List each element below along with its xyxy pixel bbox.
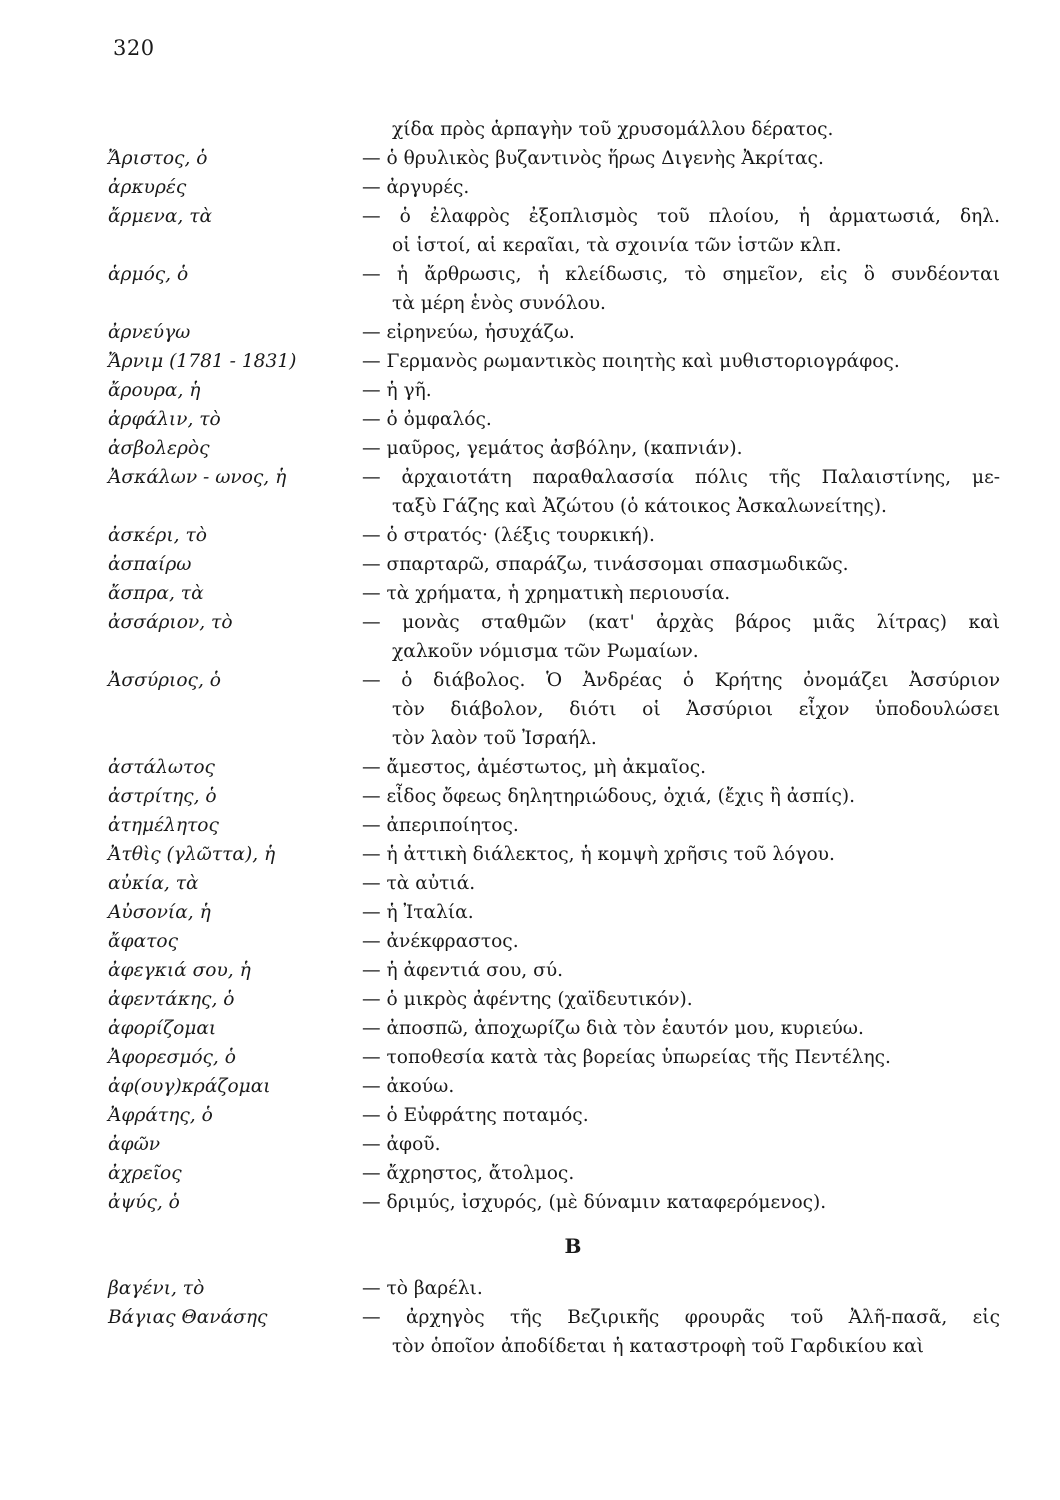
glossary-section-b	[108, 1274, 1008, 1361]
glossary-entry	[108, 811, 1008, 840]
entry-term: ἀψύς, ὁ	[108, 1192, 180, 1213]
definition-line: — ὁ ἐλαφρὸς ἐξοπλισμὸς τοῦ πλοίου, ἡ ἀρματωσιά, δηλ.	[362, 206, 1000, 227]
entry-term: Αὐσονία, ἡ	[108, 902, 211, 923]
definition-line: — ἀφοῦ.	[362, 1134, 441, 1155]
glossary-entry	[108, 376, 1008, 405]
definition-line: τὸν λαὸν τοῦ Ἰσραήλ.	[392, 728, 597, 749]
entry-definition	[362, 550, 1008, 579]
definition-line: — ἀκούω.	[362, 1076, 455, 1097]
entry-term: ἀστάλωτος	[108, 757, 215, 778]
definition-line: οἱ ἱστοί, αἱ κεραῖαι, τὰ σχοινία τῶν ἱστῶν κλπ.	[392, 235, 842, 256]
entry-term: ἀστρίτης, ὁ	[108, 786, 217, 807]
definition-line: — εἶδος ὄφεως δηλητηριώδους, ὀχιά, (ἔχις ἢ ἀσπίς).	[362, 786, 856, 807]
entry-term: ἀχρεῖος	[108, 1163, 182, 1184]
section-letter: B	[564, 1234, 582, 1258]
entry-term: ἀσπαίρω	[108, 554, 192, 575]
entry-term: Ἄριστος, ὁ	[108, 148, 208, 169]
entry-term: ἀρνεύγω	[108, 322, 191, 343]
definition-line: — ἀρχηγὸς τῆς Βεζιρικῆς φρουρᾶς τοῦ Ἀλῆ-πασᾶ, εἰς	[362, 1307, 1000, 1328]
definition-line: — εἰρηνεύω, ἡσυχάζω.	[362, 322, 575, 343]
glossary-entry	[108, 782, 1008, 811]
entry-term: ἀφῶν	[108, 1134, 161, 1155]
entry-term: ἀσσάριον, τὸ	[108, 612, 233, 633]
entry-definition	[362, 811, 1008, 840]
entry-definition	[362, 927, 1008, 956]
entry-definition	[362, 434, 1008, 463]
definition-line: — ὁ διάβολος. Ὁ Ἀνδρέας ὁ Κρήτης ὀνομάζει Ἀσσύριον	[362, 670, 1000, 691]
entry-definition	[362, 347, 1008, 376]
glossary-entry	[108, 1072, 1008, 1101]
glossary-entry	[108, 608, 1008, 666]
definition-line: τὸν ὁποῖον ἀποδίδεται ἡ καταστροφὴ τοῦ Γαρδικίου καὶ	[392, 1336, 924, 1357]
definition-line: — ἀργυρές.	[362, 177, 470, 198]
glossary-entry	[108, 1014, 1008, 1043]
definition-line: — ἡ ἀφεντιά σου, σύ.	[362, 960, 564, 981]
definition-line: χίδα πρὸς ἁρπαγὴν τοῦ χρυσομάλλου δέρατος.	[392, 119, 834, 140]
entry-definition	[362, 1072, 1008, 1101]
entry-term: Ἀσσύριος, ὁ	[108, 670, 221, 691]
entry-term: ἀσβολερὸς	[108, 438, 210, 459]
definition-line: — τὰ χρήματα, ἡ χρηματικὴ περιουσία.	[362, 583, 731, 604]
glossary-entry	[108, 1303, 1008, 1361]
entry-term: ἀρφάλιν, τὸ	[108, 409, 221, 430]
entry-definition	[362, 608, 1008, 666]
glossary-entry	[108, 434, 1008, 463]
glossary	[108, 115, 1008, 1361]
entry-term: ἀφορίζομαι	[108, 1018, 217, 1039]
entry-definition	[362, 898, 1008, 927]
definition-line: — μονὰς σταθμῶν (κατ' ἀρχὰς βάρος μιᾶς λίτρας) καὶ	[362, 612, 1000, 633]
entry-term: Ἀφορεσμός, ὁ	[108, 1047, 236, 1068]
entry-definition	[362, 202, 1008, 260]
entry-term: ἀφ(ουγ)κράζομαι	[108, 1076, 271, 1097]
glossary-entry	[108, 753, 1008, 782]
entry-term: ἄρουρα, ἡ	[108, 380, 201, 401]
entry-definition	[362, 840, 1008, 869]
definition-line: ταξὺ Γάζης καὶ Ἀζώτου (ὁ κάτοικος Ἀσκαλωνείτης).	[392, 496, 887, 517]
entry-definition	[362, 463, 1008, 521]
glossary-entry	[108, 550, 1008, 579]
glossary-entry	[108, 1274, 1008, 1303]
definition-line: — ἄμεστος, ἀμέστωτος, μὴ ἀκμαῖος.	[362, 757, 707, 778]
glossary-entry	[108, 869, 1008, 898]
entry-definition	[362, 1188, 1008, 1217]
definition-line: — ἡ ἄρθρωσις, ἡ κλείδωσις, τὸ σημεῖον, εἰς ὃ συνδέονται	[362, 264, 1000, 285]
entry-definition	[362, 144, 1008, 173]
glossary-entry	[108, 173, 1008, 202]
glossary-entry	[108, 898, 1008, 927]
definition-line: — Γερμανὸς ρωμαντικὸς ποιητὴς καὶ μυθιστοριογράφος.	[362, 351, 900, 372]
glossary-entry	[108, 579, 1008, 608]
glossary-entry	[108, 1130, 1008, 1159]
glossary-entry	[108, 1188, 1008, 1217]
entry-definition	[362, 405, 1008, 434]
entry-term: ἄρμενα, τὰ	[108, 206, 213, 227]
glossary-entry	[108, 144, 1008, 173]
entry-definition	[362, 1274, 1008, 1303]
definition-line: τὸν διάβολον, διότι οἱ Ἀσσύριοι εἶχον ὑποδουλώσει	[392, 699, 1000, 720]
entry-definition	[362, 579, 1008, 608]
entry-term: ἀφεντάκης, ὁ	[108, 989, 235, 1010]
glossary-entry	[108, 1043, 1008, 1072]
entry-term: Βάγιας Θανάσης	[108, 1307, 268, 1328]
definition-line: — ἀνέκφραστος.	[362, 931, 519, 952]
definition-line: — ὁ μικρὸς ἀφέντης (χαϊδευτικόν).	[362, 989, 693, 1010]
definition-line: — τὸ βαρέλι.	[362, 1278, 483, 1299]
definition-line: — ὁ ὀμφαλός.	[362, 409, 492, 430]
entry-definition	[362, 115, 1008, 144]
definition-line: — μαῦρος, γεμάτος ἀσβόλην, (καπνιάν).	[362, 438, 743, 459]
definition-line: — ὁ στρατός· (λέξις τουρκική).	[362, 525, 655, 546]
entry-definition	[362, 173, 1008, 202]
entry-term: Ἀφράτης, ὁ	[108, 1105, 213, 1126]
entry-definition	[362, 753, 1008, 782]
glossary-entry	[108, 1159, 1008, 1188]
definition-line: — ἀπεριποίητος.	[362, 815, 519, 836]
glossary-entry	[108, 318, 1008, 347]
glossary-entry	[108, 956, 1008, 985]
entry-definition	[362, 376, 1008, 405]
entry-term: Ἀσκάλων - ωνος, ἡ	[108, 467, 287, 488]
definition-line: — ἡ ἀττικὴ διάλεκτος, ἡ κομψὴ χρῆσις τοῦ λόγου.	[362, 844, 835, 865]
definition-line: — τοποθεσία κατὰ τὰς βορείας ὑπωρείας τῆς Πεντέλης.	[362, 1047, 891, 1068]
entry-definition	[362, 1130, 1008, 1159]
entry-term: ἁρμός, ὁ	[108, 264, 189, 285]
entry-definition	[362, 1101, 1008, 1130]
definition-line: — ἄχρηστος, ἄτολμος.	[362, 1163, 575, 1184]
glossary-entry	[108, 115, 1008, 144]
entry-definition	[362, 521, 1008, 550]
definition-line: — δριμύς, ἰσχυρός, (μὲ δύναμιν καταφερόμενος).	[362, 1192, 827, 1213]
glossary-entry	[108, 405, 1008, 434]
glossary-entry	[108, 463, 1008, 521]
page-number: 320	[113, 36, 155, 60]
glossary-entry	[108, 1101, 1008, 1130]
glossary-entry	[108, 666, 1008, 753]
entry-term: ἀσκέρι, τὸ	[108, 525, 207, 546]
entry-term: ἀτημέλητος	[108, 815, 219, 836]
glossary-entry	[108, 985, 1008, 1014]
definition-line: — ἀποσπῶ, ἀποχωρίζω διὰ τὸν ἑαυτόν μου, κυριεύω.	[362, 1018, 864, 1039]
glossary-entry	[108, 202, 1008, 260]
entry-definition	[362, 260, 1008, 318]
entry-term: ἀφεγκιά σου, ἡ	[108, 960, 251, 981]
definition-line: — ὁ Εὐφράτης ποταμός.	[362, 1105, 589, 1126]
glossary-entry	[108, 521, 1008, 550]
entry-definition	[362, 666, 1008, 753]
entry-definition	[362, 1303, 1008, 1361]
definition-line: — ἀρχαιοτάτη παραθαλασσία πόλις τῆς Παλαιστίνης, με-	[362, 467, 1000, 488]
glossary-entry	[108, 840, 1008, 869]
definition-line: — σπαρταρῶ, σπαράζω, τινάσσομαι σπασμωδικῶς.	[362, 554, 849, 575]
entry-definition	[362, 985, 1008, 1014]
entry-definition	[362, 1159, 1008, 1188]
definition-line: — τὰ αὐτιά.	[362, 873, 476, 894]
entry-term: Ἄρνιμ (1781 - 1831)	[108, 351, 297, 372]
definition-line: — ἡ γῆ.	[362, 380, 432, 401]
definition-line: τὰ μέρη ἑνὸς συνόλου.	[392, 293, 606, 314]
entry-term: βαγένι, τὸ	[108, 1278, 205, 1299]
entry-definition	[362, 1043, 1008, 1072]
entry-term: Ἀτθὶς (γλῶττα), ἡ	[108, 844, 276, 865]
glossary-entry	[108, 260, 1008, 318]
entry-definition	[362, 956, 1008, 985]
entry-term: ἄσπρα, τὰ	[108, 583, 204, 604]
entry-definition	[362, 1014, 1008, 1043]
entry-term: ἄφατος	[108, 931, 179, 952]
glossary-entry	[108, 347, 1008, 376]
definition-line: — ἡ Ἰταλία.	[362, 902, 474, 923]
entry-term: ἀρκυρές	[108, 177, 187, 198]
glossary-section-a	[108, 115, 1008, 1217]
entry-term: αὐκία, τὰ	[108, 873, 199, 894]
entry-definition	[362, 869, 1008, 898]
glossary-entry	[108, 927, 1008, 956]
definition-line: χαλκοῦν νόμισμα τῶν Ρωμαίων.	[392, 641, 699, 662]
definition-line: — ὁ θρυλικὸς βυζαντινὸς ἥρως Διγενὴς Ἀκρίτας.	[362, 148, 824, 169]
entry-definition	[362, 318, 1008, 347]
entry-definition	[362, 782, 1008, 811]
